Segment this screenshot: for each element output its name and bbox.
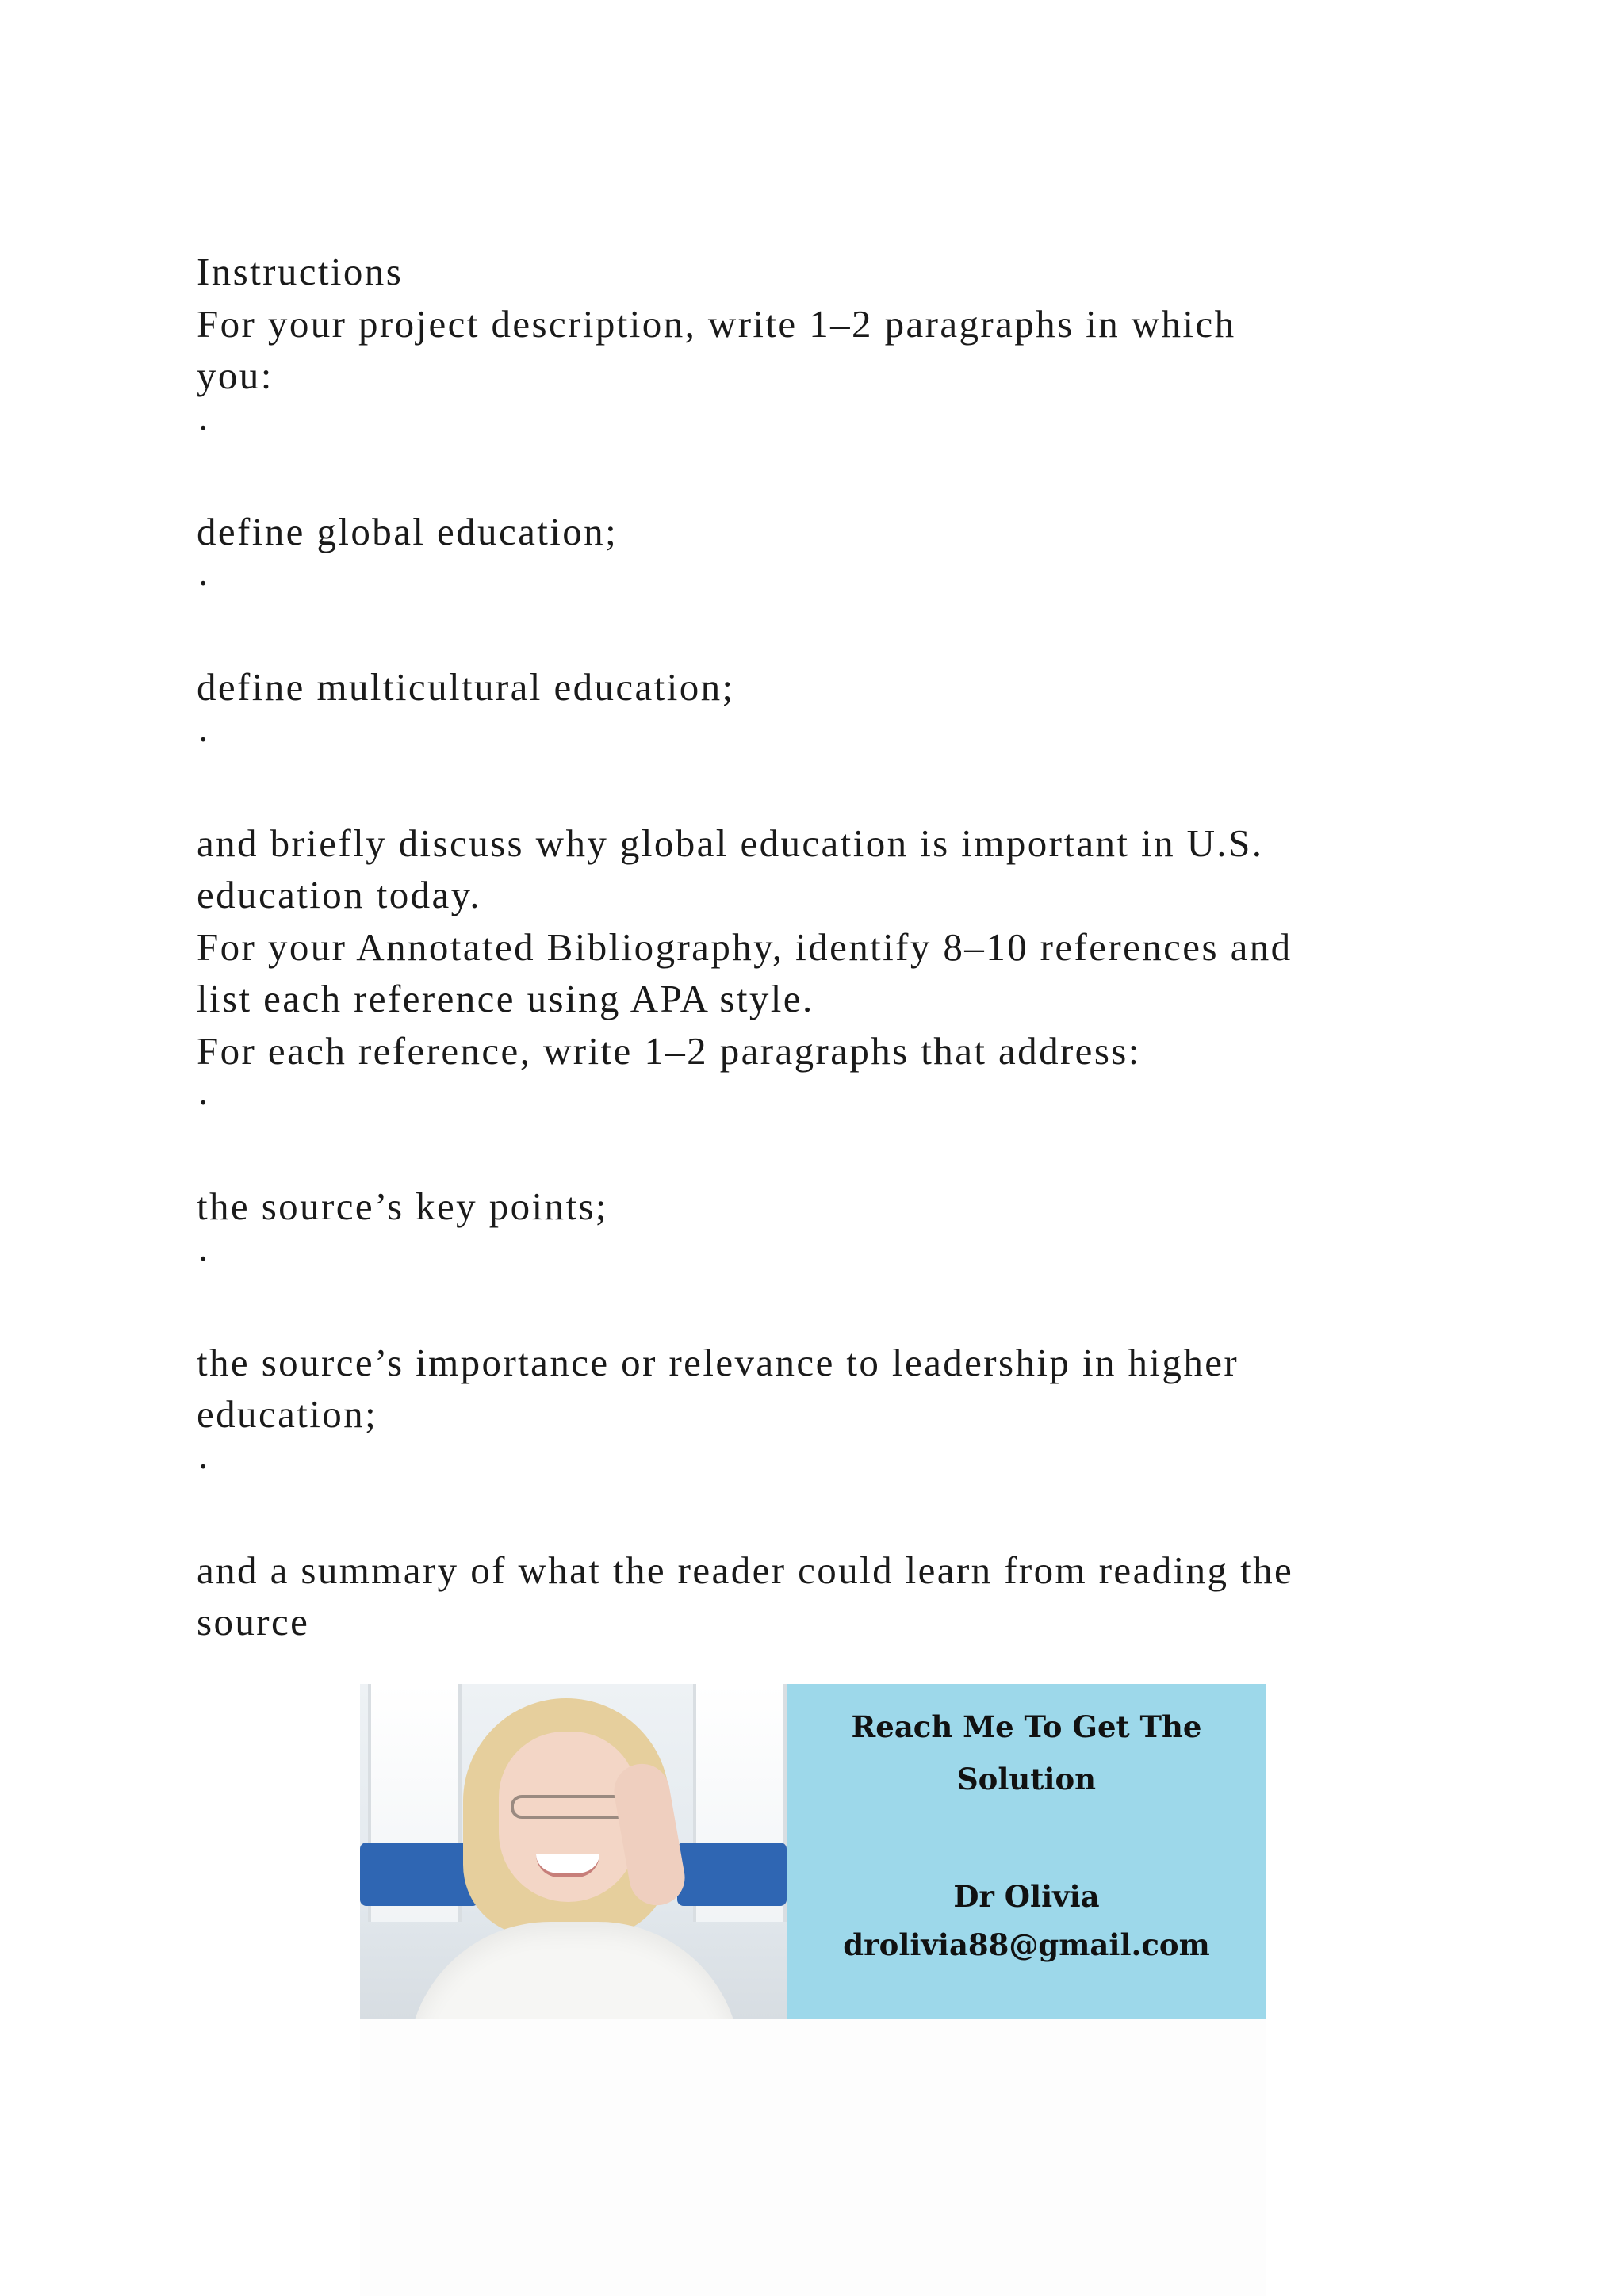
banner-headline: Reach Me To Get The [851, 1709, 1202, 1744]
list-item: and briefly discuss why global education is important in U.S. [197, 821, 1264, 865]
paragraph-line: For each reference, write 1–2 paragraphs that address: [197, 1028, 1141, 1073]
bullet-marker: · [197, 1236, 212, 1280]
contact-email: drolivia88@gmail.com [843, 1927, 1210, 1962]
contact-info-panel [787, 1684, 1266, 2019]
blank-area [360, 2019, 1266, 2296]
list-item: define global education; [197, 509, 619, 553]
glasses-shape [511, 1795, 630, 1819]
contact-banner [360, 1684, 1266, 2019]
list-item: define multicultural education; [197, 665, 735, 709]
blue-chair-shape [360, 1843, 479, 1906]
bullet-marker: · [197, 1444, 212, 1488]
list-item-continued: education today. [197, 873, 482, 916]
paragraph-line: list each reference using APA style. [197, 977, 814, 1020]
banner-headline-continued: Solution [956, 1762, 1097, 1797]
woman-with-glasses-photo [360, 1684, 787, 2019]
paragraph-line: For your Annotated Bibliography, identify 8–10 references and [197, 924, 1293, 969]
bullet-marker: · [197, 561, 212, 605]
contact-name: Dr Olivia [953, 1879, 1100, 1914]
bullet-marker: · [197, 717, 212, 761]
list-item-continued: source [197, 1600, 310, 1644]
list-item: the source’s importance or relevance to leadership in higher [197, 1340, 1239, 1384]
paragraph-line: you: [197, 354, 274, 397]
blouse-shape [408, 1922, 741, 2019]
bullet-marker: · [197, 405, 212, 450]
heading-instructions: Instructions [197, 250, 404, 293]
list-item-continued: education; [197, 1392, 378, 1436]
blue-chair-shape [677, 1843, 787, 1906]
list-item: and a summary of what the reader could learn from reading the [197, 1548, 1294, 1592]
document-body [197, 246, 1434, 1648]
bullet-marker: · [197, 1081, 212, 1124]
list-item: the source’s key points; [197, 1184, 608, 1228]
paragraph-line: For your project description, write 1–2 paragraphs in which [197, 301, 1236, 346]
